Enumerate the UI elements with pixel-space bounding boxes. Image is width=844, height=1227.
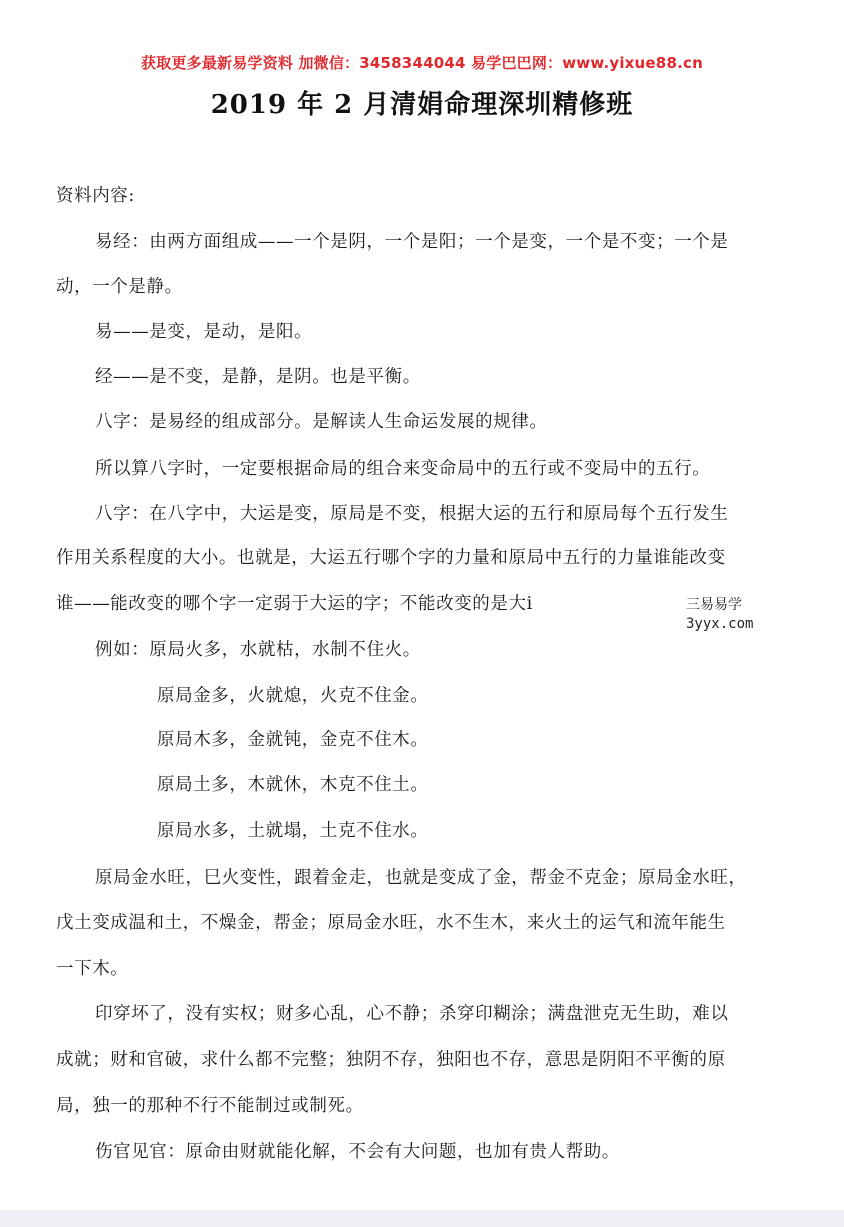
paragraph-line: 易经：由两方面组成——一个是阴，一个是阳；一个是变，一个是不变；一个是: [95, 232, 729, 252]
paragraph-line: 所以算八字时，一定要根据命局的组合来变命局中的五行或不变局中的五行。: [95, 459, 711, 479]
paragraph-line: 谁——能改变的哪个字一定弱于大运的字；不能改变的是大i: [56, 594, 533, 614]
paragraph-line: 印穿坏了，没有实权；财多心乱，心不静；杀穿印糊涂；满盘泄克无生助，难以: [95, 1004, 729, 1024]
paragraph-line: 原局金水旺，巳火变性，跟着金走，也就是变成了金，帮金不克金；原局金水旺，: [95, 868, 747, 888]
paragraph-line: 八字：在八字中，大运是变，原局是不变，根据大运的五行和原局每个五行发生: [95, 504, 729, 524]
paragraph-line: 伤官见官：原命由财就能化解，不会有大问题，也加有贵人帮助。: [95, 1142, 620, 1162]
paragraph-line: 动，一个是静。: [56, 277, 183, 297]
paragraph-line: 一下木。: [56, 959, 129, 979]
paragraph-line: 戊土变成温和土，不燥金，帮金；原局金水旺，水不生木，来火土的运气和流年能生: [56, 913, 726, 933]
watermark-name: 三易易学: [686, 597, 742, 613]
example-line: 例如：原局火多，水就枯，水制不住火。: [95, 640, 421, 660]
section-label: 资料内容:: [56, 186, 135, 206]
paragraph-line: 八字：是易经的组成部分。是解读人生命运发展的规律。: [95, 412, 548, 432]
paragraph-line: 成就；财和官破，求什么都不完整；独阴不存，独阳也不存，意思是阴阳不平衡的原: [56, 1050, 726, 1070]
page-title: 2019 年 2 月清娟命理深圳精修班: [210, 90, 634, 120]
bottom-margin: [0, 1210, 844, 1227]
example-line: 原局金多，火就熄，火克不住金。: [157, 686, 429, 706]
example-line: 原局木多，金就钝，金克不住木。: [157, 730, 429, 750]
paragraph-line: 局，独一的那种不行不能制过或制死。: [56, 1096, 364, 1116]
watermark-url: 3yyx.com: [686, 616, 754, 632]
example-line: 原局水多，土就塌，土克不住水。: [157, 821, 429, 841]
paragraph-line: 经——是不变，是静，是阴。也是平衡。: [95, 367, 421, 387]
paragraph-line: 易——是变，是动，是阳。: [95, 322, 313, 342]
promo-banner: 获取更多最新易学资料 加微信：3458344044 易学巴巴网：www.yixue88.cn: [141, 54, 703, 72]
paragraph-line: 作用关系程度的大小。也就是，大运五行哪个字的力量和原局中五行的力量谁能改变: [56, 548, 726, 568]
example-line: 原局土多，木就休，木克不住土。: [157, 775, 429, 795]
